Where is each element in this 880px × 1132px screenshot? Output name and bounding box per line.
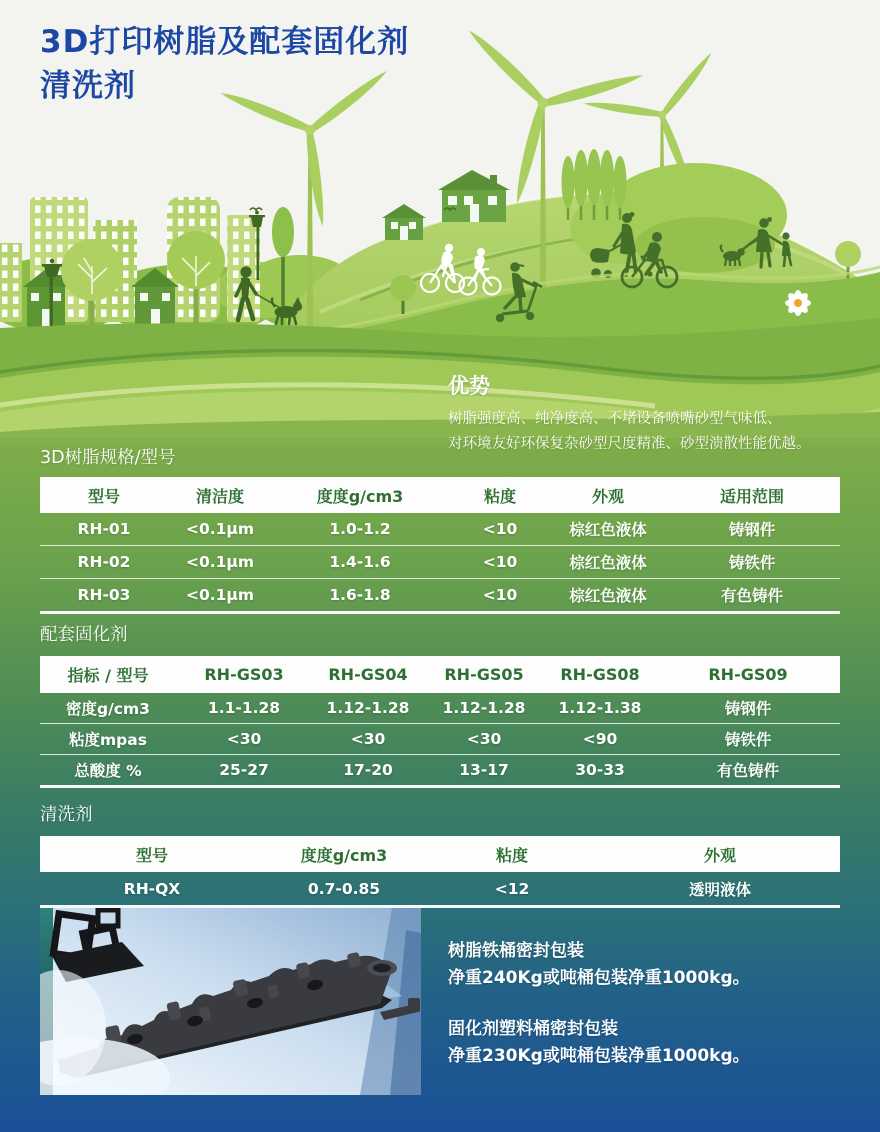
- bird-icon: [250, 208, 262, 210]
- table-header-cell: 指标 / 型号: [67, 666, 149, 685]
- table-cell: 有色铸件: [720, 587, 783, 605]
- table-cell: 铸铁件: [728, 554, 776, 572]
- table-cell: 1.0-1.2: [329, 520, 391, 538]
- table-cell: 棕红色液体: [569, 587, 647, 605]
- table-cell: RH-01: [77, 520, 131, 538]
- table-row: [40, 723, 840, 754]
- resin-spec-table: [40, 477, 840, 614]
- table-cell: 总酸度 %: [74, 762, 142, 780]
- cast-parts-photo: [40, 908, 421, 1095]
- daisy-flower-icon: [785, 290, 811, 316]
- table-cell: 粘度mpas: [69, 731, 147, 749]
- packaging-hardener-detail: 净重230Kg或吨桶包装净重1000kg。: [448, 1046, 750, 1066]
- cleaner-table: [40, 836, 840, 908]
- table-cell: 30-33: [575, 761, 625, 779]
- table-header-cell: 粘度: [495, 845, 528, 865]
- table-cell: <30: [466, 730, 502, 748]
- table-cell: 1.12-1.28: [442, 699, 526, 717]
- cleaner-section-title: 清洗剂: [40, 805, 93, 825]
- packaging-resin-title: 树脂铁桶密封包装: [448, 941, 584, 961]
- table-cell: 铸铁件: [724, 731, 772, 749]
- table-cell: 棕红色液体: [569, 521, 647, 539]
- table-cell: <30: [350, 730, 386, 748]
- table-cell: 1.4-1.6: [329, 553, 391, 571]
- table-header-cell: RH-GS05: [444, 665, 524, 684]
- table-header-cell: RH-GS09: [708, 665, 788, 684]
- advantages-line: 树脂强度高、纯净度高、不堵设备喷嘴砂型气味低、: [448, 411, 782, 427]
- table-cell: <12: [494, 879, 530, 898]
- table-header-cell: 清洁度: [195, 486, 244, 506]
- table-cell: 13-17: [459, 761, 509, 779]
- table-cell: 1.1-1.28: [207, 699, 281, 717]
- table-row: [40, 578, 840, 611]
- table-row: [40, 545, 840, 578]
- resin-section-title: 3D树脂规格/型号: [40, 448, 176, 468]
- table-cell: 1.12-1.28: [326, 699, 410, 717]
- table-cell: 棕红色液体: [569, 554, 647, 572]
- table-header-cell: 度度g/cm3: [316, 486, 404, 506]
- table-row: [40, 513, 840, 545]
- table-cell: 密度g/cm3: [66, 700, 150, 718]
- table-cell: <10: [482, 586, 518, 604]
- table-cell: 0.7-0.85: [307, 879, 381, 898]
- table-cell: 17-20: [343, 761, 393, 779]
- table-cell: 有色铸件: [716, 762, 779, 780]
- table-header-cell: 外观: [591, 486, 624, 506]
- advantages-title: 优势: [448, 374, 490, 398]
- table-header-cell: 型号: [135, 845, 168, 865]
- hardener-table: [40, 656, 840, 788]
- table-cell: 铸钢件: [724, 700, 772, 718]
- packaging-resin-detail: 净重240Kg或吨桶包装净重1000kg。: [448, 968, 750, 988]
- table-cell: <0.1μm: [185, 520, 254, 538]
- advantages-line: 对环境友好环保复杂砂型尺度精准、砂型溃散性能优越。: [448, 436, 811, 452]
- table-header-row: [40, 836, 840, 872]
- table-header-row: [40, 477, 840, 513]
- table-cell: RH-03: [77, 586, 131, 604]
- title-line-2: 清洗剂: [40, 68, 136, 104]
- table-cell: <0.1μm: [185, 586, 254, 604]
- table-header-row: [40, 656, 840, 693]
- table-cell: RH-QX: [123, 879, 181, 898]
- table-header-cell: RH-GS08: [560, 665, 640, 684]
- table-cell: 1.12-1.38: [558, 699, 642, 717]
- packaging-hardener-title: 固化剂塑料桶密封包装: [448, 1019, 618, 1039]
- house: [438, 170, 510, 222]
- table-cell: <30: [226, 730, 262, 748]
- packaging-info: [448, 938, 750, 1070]
- spacer: [448, 992, 750, 1016]
- house: [382, 204, 426, 240]
- table-header-cell: 型号: [87, 486, 120, 506]
- table-cell: <0.1μm: [185, 553, 254, 571]
- title-line-1: 3D打印树脂及配套固化剂: [40, 24, 410, 60]
- page-title: [40, 20, 409, 108]
- table-cell: 25-27: [219, 761, 269, 779]
- advantages-block: [448, 370, 811, 457]
- table-header-cell: 外观: [703, 845, 736, 865]
- table-cell: <10: [482, 520, 518, 538]
- hardener-section-title: 配套固化剂: [40, 625, 128, 645]
- table-row: [40, 754, 840, 785]
- table-cell: RH-02: [77, 553, 131, 571]
- table-cell: 1.6-1.8: [329, 586, 391, 604]
- table-row: [40, 872, 840, 905]
- table-row: [40, 693, 840, 723]
- table-cell: <10: [482, 553, 518, 571]
- table-header-cell: 度度g/cm3: [300, 845, 388, 865]
- table-header-cell: RH-GS04: [328, 665, 408, 684]
- table-header-cell: 适用范围: [719, 486, 784, 506]
- table-header-cell: RH-GS03: [204, 665, 284, 684]
- table-cell: <90: [582, 730, 618, 748]
- table-cell: 铸钢件: [728, 521, 776, 539]
- table-header-cell: 粘度: [483, 486, 516, 506]
- table-cell: 透明液体: [688, 880, 751, 899]
